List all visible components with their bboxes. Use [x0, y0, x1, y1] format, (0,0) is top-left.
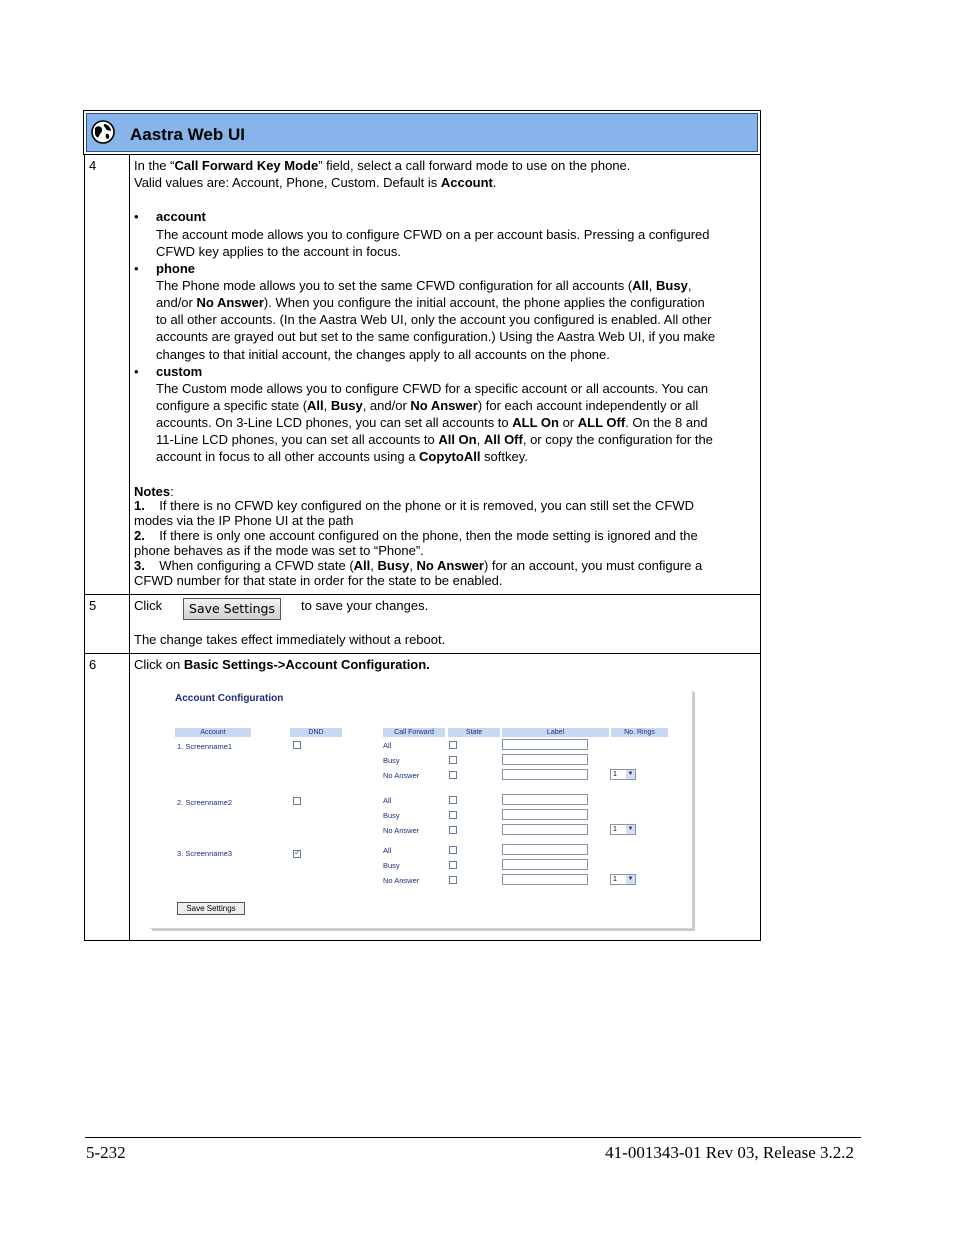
account-name: 3. Screenname3 — [177, 849, 233, 858]
header-title: Aastra Web UI — [130, 125, 245, 144]
account-configuration-panel — [150, 690, 693, 929]
state-checkbox[interactable] — [449, 861, 457, 869]
no-rings-select[interactable]: 1 ▼ — [610, 824, 636, 835]
label-input[interactable] — [502, 754, 588, 765]
row-divider — [84, 594, 761, 595]
note-2: 2. If there is only one account configured on the phone, then the mode setting is ignored and the — [134, 528, 698, 543]
table-column-divider — [129, 155, 130, 941]
term-account: account — [156, 209, 206, 224]
custom-desc: 11-Line LCD phones, you can set all accounts to All On, All Off, or copy the configuration for the — [156, 432, 713, 447]
state-label: All — [383, 741, 392, 750]
state-checkbox[interactable] — [449, 771, 457, 779]
state-checkbox[interactable] — [449, 846, 457, 854]
dnd-checkbox-checked[interactable] — [293, 850, 301, 858]
page-number: 5-232 — [86, 1143, 126, 1162]
custom-desc: configure a specific state (All, Busy, and/or No Answer) for each account independently or all — [156, 398, 699, 413]
custom-desc: accounts. On 3-Line LCD phones, you can set all accounts to ALL On or ALL Off. On the 8 and — [156, 415, 708, 430]
note-1-cont: modes via the IP Phone UI at the path — [134, 513, 354, 528]
table-bottom-border — [84, 940, 761, 941]
phone-desc: and/or No Answer). When you configure the initial account, the phone applies the configuration — [156, 295, 705, 310]
label-input[interactable] — [502, 794, 588, 805]
column-header: Label — [502, 728, 609, 737]
state-checkbox[interactable] — [449, 741, 457, 749]
save-settings-button[interactable]: Save Settings — [183, 598, 281, 620]
label-input[interactable] — [502, 769, 588, 780]
account-desc: The account mode allows you to configure CFWD on a per account basis. Pressing a configured — [156, 227, 710, 242]
state-label: All — [383, 846, 392, 855]
bullet: • — [134, 364, 139, 379]
step5-note: The change takes effect immediately without a reboot. — [134, 632, 446, 647]
custom-desc: account in focus to all other accounts using a CopytoAll softkey. — [156, 449, 528, 464]
chevron-down-icon: ▼ — [627, 876, 634, 882]
panel-title: Account Configuration — [175, 693, 284, 704]
column-header: No. Rings — [611, 728, 668, 737]
column-header: State — [448, 728, 500, 737]
notes-label: Notes: — [134, 484, 174, 499]
state-label: No Answer — [383, 771, 420, 780]
step4-line2: Valid values are: Account, Phone, Custom. Default is Account. — [134, 175, 497, 190]
state-checkbox[interactable] — [449, 811, 457, 819]
step5-text: to save your changes. — [301, 598, 429, 613]
label-input[interactable] — [502, 874, 588, 885]
dnd-checkbox[interactable] — [293, 797, 301, 805]
phone-desc: to all other accounts. (In the Aastra Web UI, only the account you configured is enabled. All other — [156, 312, 712, 327]
state-checkbox[interactable] — [449, 876, 457, 884]
label-input[interactable] — [502, 844, 588, 855]
label-input[interactable] — [502, 859, 588, 870]
note-2-cont: phone behaves as if the mode was set to “Phone”. — [134, 543, 424, 558]
step-number: 6 — [89, 657, 97, 672]
step-number: 4 — [89, 158, 97, 173]
column-header: Account — [175, 728, 251, 737]
step4-line1: In the “Call Forward Key Mode” field, select a call forward mode to use on the phone. — [134, 158, 631, 173]
row-divider — [84, 653, 761, 654]
account-name: 2. Screenname2 — [177, 798, 233, 807]
note-1: 1. If there is no CFWD key configured on the phone or it is removed, you can still set the CFWD — [134, 498, 694, 513]
state-label: Busy — [383, 811, 400, 820]
label-input[interactable] — [502, 809, 588, 820]
label-input[interactable] — [502, 824, 588, 835]
state-label: All — [383, 796, 392, 805]
custom-desc: The Custom mode allows you to configure CFWD for a specific account or all accounts. You can — [156, 381, 709, 396]
no-rings-select[interactable]: 1 ▼ — [610, 769, 636, 780]
step6-text: Click on Basic Settings->Account Configuration. — [134, 657, 430, 672]
chevron-down-icon: ▼ — [627, 771, 634, 777]
bullet: • — [134, 261, 139, 276]
state-label: Busy — [383, 861, 400, 870]
save-settings-button[interactable]: Save Settings — [177, 902, 245, 915]
chevron-down-icon: ▼ — [627, 826, 634, 832]
document-id: 41-001343-01 Rev 03, Release 3.2.2 — [605, 1143, 854, 1162]
column-header: Call Forward — [383, 728, 445, 737]
label-input[interactable] — [502, 739, 588, 750]
no-rings-select[interactable]: 1 ▼ — [610, 874, 636, 885]
phone-desc: accounts are grayed out but set to the same configuration.) Using the Aastra Web UI, if you make — [156, 329, 716, 344]
state-checkbox[interactable] — [449, 796, 457, 804]
term-phone: phone — [156, 261, 195, 276]
state-label: Busy — [383, 756, 400, 765]
state-label: No Answer — [383, 876, 420, 885]
dnd-checkbox[interactable] — [293, 741, 301, 749]
column-header: DND — [290, 728, 342, 737]
globe-icon — [91, 120, 115, 144]
note-3: 3. When configuring a CFWD state (All, Busy, No Answer) for an account, you must configure a — [134, 558, 703, 573]
phone-desc: The Phone mode allows you to set the same CFWD configuration for all accounts (All, Busy, — [156, 278, 692, 293]
table-right-border — [760, 155, 761, 941]
state-checkbox[interactable] — [449, 756, 457, 764]
state-label: No Answer — [383, 826, 420, 835]
state-checkbox[interactable] — [449, 826, 457, 834]
account-name: 1. Screenname1 — [177, 742, 233, 751]
phone-desc: changes to that initial account, the changes apply to all accounts on the phone. — [156, 347, 610, 362]
step-number: 5 — [89, 598, 97, 613]
account-desc: CFWD key applies to the account in focus. — [156, 244, 401, 259]
table-left-border — [84, 155, 85, 941]
step5-click: Click — [134, 598, 163, 613]
footer-rule — [85, 1137, 861, 1138]
bullet: • — [134, 209, 139, 224]
note-3-cont: CFWD number for that state in order for the state to be enabled. — [134, 573, 503, 588]
term-custom: custom — [156, 364, 203, 379]
